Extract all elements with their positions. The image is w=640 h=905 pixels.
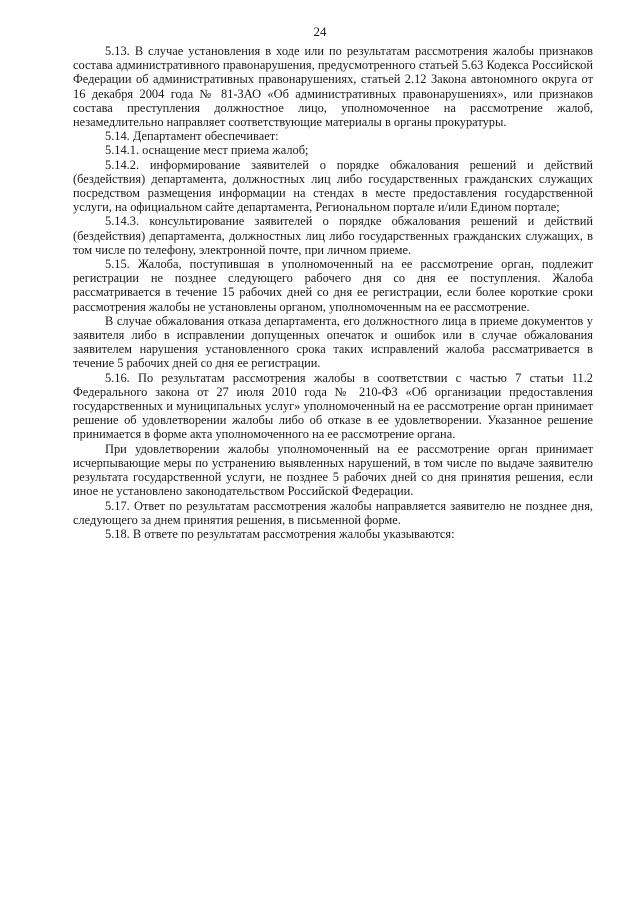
paragraph-5-16-satisfaction: При удовлетворении жалобы уполномоченный на ее рассмотрение орган принимает исчерпывающие меры по устранению выявленных нарушений, в том числе по выдаче заявителю результата государственной услуги, не позднее 5 рабочих дней со дня принятия решения, если иное не установлено законодательством Российской Федерации. [73,441,593,499]
paragraph-5-16: 5.16. По результатам рассмотрения жалобы в соответствии с частью 7 статьи 11.2 Федерального закона от 27 июля 2010 года № 210-ФЗ «Об организации предоставления государственных и муниципальных услуг» уполномоченный на ее рассмотрение орган принимает решение об удовлетворении жалобы либо об отказе в ее удовлетворении. Указанное решение принимается в форме акта уполномоченного на ее рассмотрение органа. [73,370,593,442]
paragraph-5-13: 5.13. В случае установления в ходе или по результатам рассмотрения жалобы признаков состава административного правонарушения, предусмотренного статьей 5.63 Кодекса Российской Федерации об административных правонарушениях, статьей 2.12 Закона автономного округа от 16 декабря 2004 года № 81-ЗАО «Об административных правонарушениях», или признаков состава преступления должностное лицо, уполномоченное на рассмотрение жалоб, незамедлительно направляет соответствующие материалы в органы прокуратуры. [73,44,593,130]
document-body [73,44,593,541]
paragraph-5-17: 5.17. Ответ по результатам рассмотрения жалобы направляется заявителю не позднее дня, следующего за днем принятия решения, в письменной форме. [73,498,593,527]
paragraph-5-15: 5.15. Жалоба, поступившая в уполномоченный на ее рассмотрение орган, подлежит регистрации не позднее следующего рабочего дня со дня ее поступления. Жалоба рассматривается в течение 15 рабочих дней со дня ее регистрации, если более короткие сроки рассмотрения жалобы не установлены органом, уполномоченным на ее рассмотрение. [73,257,593,314]
page-number: 24 [313,24,327,39]
paragraph-5-15-refusal: В случае обжалования отказа департамента, его должностного лица в приеме документов у заявителя либо в исправлении допущенных опечаток и ошибок или в случае обжалования заявителем нарушения установленного срока таких исправлений жалоба рассматривается в течение 5 рабочих дней со дня ее регистрации. [73,313,593,371]
paragraph-5-14: 5.14. Департамент обеспечивает: [105,129,279,144]
paragraph-5-14-1: 5.14.1. оснащение мест приема жалоб; [105,143,309,158]
paragraph-5-14-3: 5.14.3. консультирование заявителей о порядке обжалования решений и действий (бездействия) департамента, должностных лиц либо государственных гражданских служащих, в том числе по телефону, электронной почте, при личном приеме. [73,214,593,257]
paragraph-5-18: 5.18. В ответе по результатам рассмотрения жалобы указываются: [105,526,455,541]
paragraph-5-14-2: 5.14.2. информирование заявителей о порядке обжалования решений и действий (бездействия) департамента, должностных лиц либо государственных гражданских служащих посредством размещения информации на стендах в месте предоставления государственной услуги, на официальном сайте департамента, Региональном портале и/или Едином портале; [73,157,593,215]
